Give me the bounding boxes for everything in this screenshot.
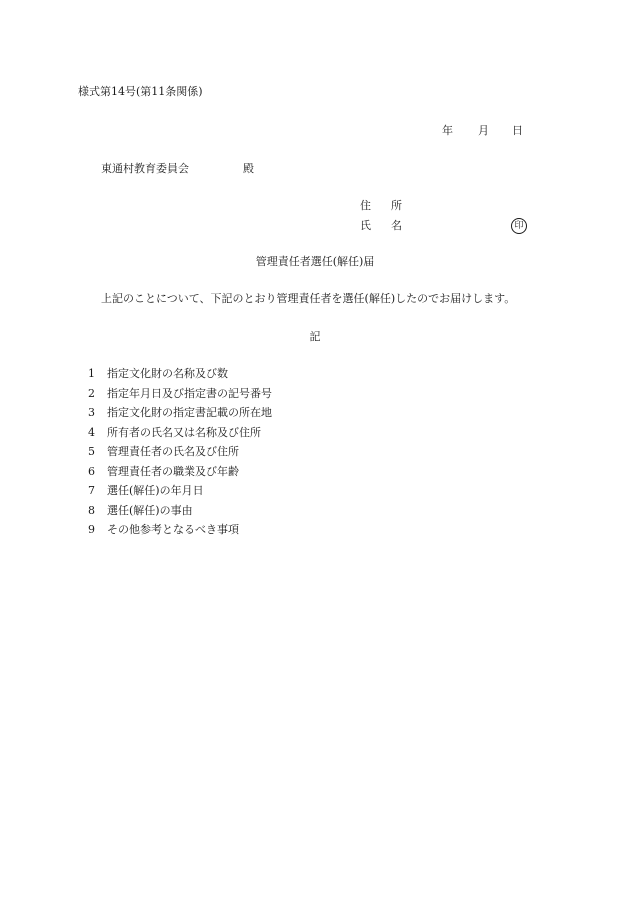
date-day-label: 日 — [512, 124, 523, 137]
item-number: 7 — [88, 484, 95, 497]
applicant-address-label — [360, 200, 402, 211]
form-number: 様式第14号(第11条関係) — [78, 85, 203, 98]
list-item — [88, 485, 272, 505]
list-item — [88, 368, 272, 388]
addressee-organization: 東通村教育委員会 — [101, 162, 189, 175]
seal-mark: 印 — [511, 218, 527, 234]
item-number: 8 — [88, 503, 95, 517]
list-item — [88, 505, 272, 525]
item-text: 管理責任者の氏名及び住所 — [107, 445, 239, 458]
item-text: 指定文化財の指定書記載の所在地 — [107, 406, 272, 419]
address-label-char-2: 所 — [391, 199, 402, 212]
list-item — [88, 407, 272, 427]
item-number: 3 — [88, 406, 95, 419]
item-number: 6 — [88, 464, 95, 478]
addressee — [101, 163, 254, 174]
item-number: 2 — [88, 386, 95, 400]
list-item — [88, 446, 272, 466]
name-label-char-1: 氏 — [360, 219, 371, 232]
item-text: 選任(解任)の年月日 — [107, 484, 204, 497]
item-text: 指定年月日及び指定書の記号番号 — [107, 386, 272, 400]
item-text: 管理責任者の職業及び年齢 — [107, 464, 239, 478]
date-month-label: 月 — [478, 124, 489, 137]
date-line — [442, 125, 523, 136]
item-number: 1 — [88, 367, 95, 380]
item-number: 9 — [88, 523, 95, 536]
list-item — [88, 466, 272, 486]
list-item — [88, 388, 272, 408]
applicant-name-label — [360, 220, 402, 231]
address-label-char-1: 住 — [360, 199, 371, 212]
name-label-char-2: 名 — [391, 219, 402, 232]
item-list — [88, 368, 272, 544]
item-text: その他参考となるべき事項 — [107, 523, 239, 536]
item-text: 指定文化財の名称及び数 — [107, 367, 228, 380]
list-item — [88, 524, 272, 544]
intro-text: 上記のことについて、下記のとおり管理責任者を選任(解任)したのでお届けします。 — [101, 292, 516, 305]
item-number: 4 — [88, 425, 95, 439]
list-item — [88, 427, 272, 447]
item-number: 5 — [88, 445, 95, 458]
date-year-label: 年 — [442, 124, 453, 137]
ki-heading: 記 — [309, 330, 321, 343]
document-title: 管理責任者選任(解任)届 — [255, 255, 375, 268]
addressee-honorific: 殿 — [243, 162, 254, 175]
item-text: 選任(解任)の事由 — [107, 503, 193, 517]
item-text: 所有者の氏名又は名称及び住所 — [107, 425, 261, 439]
